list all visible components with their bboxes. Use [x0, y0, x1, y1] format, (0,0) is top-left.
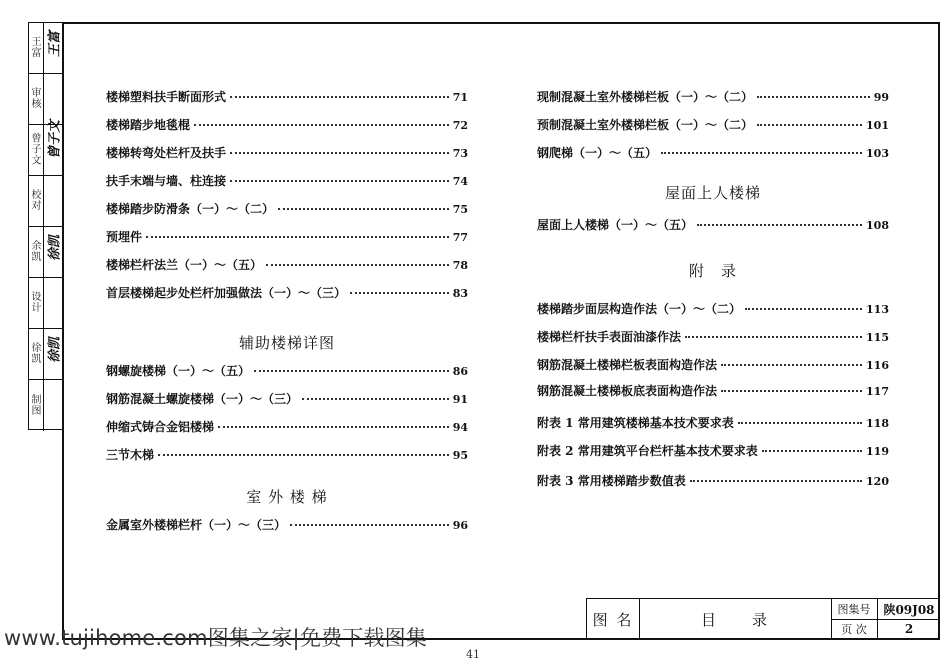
toc-entry-title: 钢筋混凝土楼梯板底表面构造作法	[537, 384, 718, 398]
toc-entry-page: 72	[452, 119, 468, 132]
section-heading-appendix: 附 录	[688, 262, 737, 280]
toc-leader-dots	[661, 152, 862, 154]
toc-entry-page: 75	[452, 203, 468, 216]
toc-leader-dots	[721, 364, 862, 366]
toc-entry-page: 118	[866, 417, 889, 430]
toc-leader-dots	[762, 450, 862, 452]
approval-cell	[29, 23, 62, 74]
toc-leader-dots	[146, 236, 449, 238]
toc-leader-dots	[697, 224, 862, 226]
title-set-value: 陕09J08	[883, 602, 935, 617]
toc-entry[interactable]	[537, 216, 889, 234]
toc-entry[interactable]	[106, 88, 468, 106]
toc-entry-title: 楼梯栏杆法兰（一）～（五）	[106, 258, 263, 272]
approval-role: 曾子文	[31, 133, 42, 167]
approval-role: 校 对	[31, 190, 42, 212]
toc-entry[interactable]	[106, 516, 468, 534]
toc-leader-dots	[218, 426, 449, 428]
toc-leader-dots	[230, 152, 449, 154]
toc-entry-title: 附表 1 常用建筑楼梯基本技术要求表	[537, 416, 734, 430]
toc-entry-page: 99	[873, 91, 889, 104]
title-page-label: 页 次	[841, 623, 867, 636]
toc-entry-title: 首层楼梯起步处栏杆加强做法（一）～（三）	[106, 286, 347, 300]
approval-cell	[29, 227, 62, 278]
toc-entry[interactable]	[106, 200, 468, 218]
toc-entry-title: 屋面上人楼梯（一）～（五）	[537, 218, 694, 232]
toc-entry[interactable]	[106, 446, 468, 464]
approval-role: 王 富	[31, 37, 42, 59]
toc-entry-title: 钢筋混凝土楼梯栏板表面构造作法	[537, 358, 718, 372]
toc-entry-page: 86	[452, 365, 468, 378]
toc-entry[interactable]	[537, 382, 889, 400]
toc-entry[interactable]	[106, 228, 468, 246]
toc-entry-title: 金属室外楼梯栏杆（一）～（三）	[106, 518, 287, 532]
toc-entry-title: 楼梯栏杆扶手表面油漆作法	[537, 330, 682, 344]
section-heading-roof-stairs: 屋面上人楼梯	[664, 184, 761, 202]
toc-entry-page: 71	[452, 91, 468, 104]
toc-entry-title: 楼梯塑料扶手断面形式	[106, 90, 227, 104]
approval-role: 制 图	[31, 394, 42, 417]
toc-leader-dots	[757, 124, 862, 126]
toc-entry[interactable]	[537, 356, 889, 374]
toc-leader-dots	[350, 292, 449, 294]
toc-entry[interactable]	[106, 418, 468, 436]
title-name-label: 图 名	[592, 610, 634, 629]
toc-entry[interactable]	[106, 256, 468, 274]
toc-entry-page: 113	[866, 303, 889, 316]
toc-entry-page: 117	[866, 385, 889, 398]
toc-entry-page: 108	[866, 219, 889, 232]
toc-entry-title: 附表 3 常用楼梯踏步数值表	[537, 474, 686, 488]
toc-entry-page: 116	[866, 359, 889, 372]
toc-entry-title: 钢螺旋楼梯（一）～（五）	[106, 364, 251, 378]
toc-entry-title: 楼梯踏步面层构造作法（一）～（二）	[537, 302, 742, 316]
toc-leader-dots	[757, 96, 870, 98]
toc-entry-title: 预制混凝土室外楼梯栏板（一）～（二）	[537, 118, 754, 132]
toc-leader-dots	[230, 180, 449, 182]
toc-entry-page: 119	[866, 445, 889, 458]
sheet-number: 41	[466, 648, 480, 661]
toc-entry-page: 77	[452, 231, 468, 244]
toc-entry-page: 115	[866, 331, 889, 344]
title-page-value: 2	[904, 622, 914, 636]
toc-leader-dots	[738, 422, 862, 424]
approval-signature: 徐凯	[47, 234, 63, 261]
toc-entry-title: 预埋件	[106, 230, 143, 244]
toc-entry[interactable]	[537, 300, 889, 318]
toc-entry-title: 三节木梯	[106, 448, 155, 462]
approval-cell	[29, 329, 62, 380]
approval-cell	[29, 74, 62, 125]
toc-entry-title: 现制混凝土室外楼梯栏板（一）～（二）	[537, 90, 754, 104]
approval-role: 设 计	[31, 292, 42, 314]
toc-leader-dots	[278, 208, 449, 210]
toc-entry-page: 73	[452, 147, 468, 160]
toc-leader-dots	[745, 308, 862, 310]
toc-entry-title: 伸缩式铸合金铝楼梯	[106, 420, 215, 434]
toc-leader-dots	[690, 480, 862, 482]
toc-entry[interactable]	[106, 144, 468, 162]
toc-entry-title: 扶手末端与墙、柱连接	[106, 174, 227, 188]
toc-entry-title: 钢爬梯（一）～（五）	[537, 146, 658, 160]
toc-entry-page: 120	[866, 475, 889, 488]
approval-cell	[29, 176, 62, 227]
title-block	[586, 598, 940, 640]
approval-strip	[28, 22, 62, 430]
approval-role: 余 凯	[31, 241, 42, 263]
toc-leader-dots	[302, 398, 449, 400]
approval-role: 徐 凯	[31, 343, 42, 365]
approval-cell	[29, 119, 63, 176]
toc-entry-page: 91	[452, 393, 468, 406]
approval-role: 审 核	[31, 88, 42, 110]
toc-entry[interactable]	[537, 442, 889, 460]
toc-leader-dots	[194, 124, 449, 126]
toc-leader-dots	[266, 264, 449, 266]
title-name-value: 目 录	[700, 610, 769, 629]
toc-entry[interactable]	[106, 362, 468, 380]
approval-signature: 徐凯	[47, 336, 63, 363]
toc-leader-dots	[290, 524, 449, 526]
toc-entry[interactable]	[537, 414, 889, 432]
watermark: www.tujihome.com图集之家|免费下载图集	[4, 626, 428, 650]
toc-entry-title: 附表 2 常用建筑平台栏杆基本技术要求表	[537, 444, 758, 458]
toc-leader-dots	[721, 390, 862, 392]
toc-entry[interactable]	[537, 144, 889, 162]
toc-entry-title: 钢筋混凝土螺旋楼梯（一）～（三）	[106, 392, 299, 406]
toc-entry-page: 101	[866, 119, 889, 132]
toc-entry-page: 74	[452, 175, 468, 188]
toc-entry-title: 楼梯踏步地毯棍	[106, 118, 191, 132]
toc-entry[interactable]	[106, 284, 468, 302]
toc-entry[interactable]	[537, 328, 889, 346]
toc-leader-dots	[230, 96, 449, 98]
section-heading-outdoor-stairs: 室 外 楼 梯	[246, 488, 328, 506]
toc-entry-page: 103	[866, 147, 889, 160]
toc-entry-page: 78	[452, 259, 468, 272]
approval-cell	[29, 278, 62, 329]
toc-leader-dots	[685, 336, 862, 338]
section-heading-aux-stairs: 辅助楼梯详图	[238, 334, 335, 352]
toc-entry[interactable]	[106, 390, 468, 408]
toc-entry-page: 96	[452, 519, 468, 532]
toc-entry[interactable]	[106, 116, 468, 134]
approval-signature: 王富	[47, 30, 63, 57]
toc-entry[interactable]	[106, 172, 468, 190]
toc-leader-dots	[158, 454, 449, 456]
toc-entry-page: 95	[452, 449, 468, 462]
toc-leader-dots	[254, 370, 449, 372]
toc-entry[interactable]	[537, 88, 889, 106]
toc-entry[interactable]	[537, 472, 889, 490]
toc-entry[interactable]	[537, 116, 889, 134]
approval-signature: 曾子文	[47, 119, 63, 159]
approval-cell	[29, 380, 62, 431]
toc-entry-page: 83	[452, 287, 468, 300]
toc-entry-page: 94	[452, 421, 468, 434]
title-set-label: 图集号	[837, 603, 871, 616]
toc-entry-title: 楼梯转弯处栏杆及扶手	[106, 146, 227, 160]
toc-entry-title: 楼梯踏步防滑条（一）～（二）	[106, 202, 275, 216]
